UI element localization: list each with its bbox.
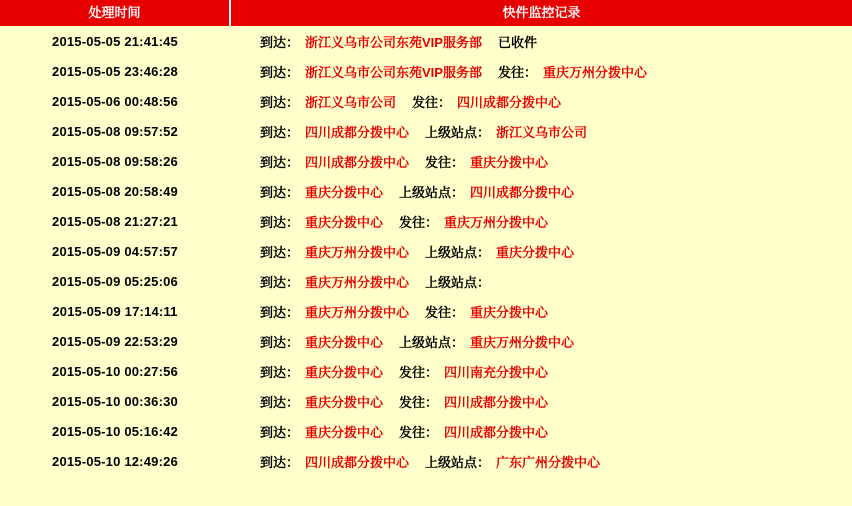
cell-processing-time: 2015-05-06 00:48:56	[0, 86, 230, 116]
table-filler-row	[0, 476, 852, 506]
cell-processing-time: 2015-05-05 21:41:45	[0, 26, 230, 56]
record-label-arrival: 到达：	[260, 124, 300, 140]
record-location-arrival: 四川成都分拨中心	[305, 454, 410, 470]
record-label-secondary: 已收件	[497, 34, 537, 50]
record-location-arrival: 四川成都分拨中心	[305, 124, 410, 140]
record-label-secondary: 发往：	[425, 154, 465, 170]
record-label-arrival: 到达：	[260, 304, 300, 320]
record-label-arrival: 到达：	[260, 394, 300, 410]
cell-tracking-record	[230, 266, 852, 296]
cell-tracking-record	[230, 296, 852, 326]
record-location-arrival: 浙江义乌市公司	[305, 94, 397, 110]
record-location-secondary: 浙江义乌市公司	[496, 124, 588, 140]
table-row	[0, 416, 852, 446]
record-label-arrival: 到达：	[260, 94, 300, 110]
record-location-secondary: 重庆分拨中心	[470, 304, 549, 320]
column-header-record: 快件监控记录	[230, 0, 852, 26]
cell-tracking-record	[230, 56, 852, 86]
column-header-time: 处理时间	[0, 0, 230, 26]
table-row	[0, 236, 852, 266]
cell-tracking-record	[230, 236, 852, 266]
cell-tracking-record	[230, 416, 852, 446]
record-label-secondary: 发往：	[412, 94, 452, 110]
record-label-arrival: 到达：	[260, 454, 300, 470]
record-location-secondary: 广东广州分拨中心	[496, 454, 601, 470]
cell-processing-time: 2015-05-10 05:16:42	[0, 416, 230, 446]
cell-tracking-record	[230, 116, 852, 146]
record-label-arrival: 到达：	[260, 364, 300, 380]
record-label-secondary: 发往：	[425, 304, 465, 320]
table-header	[0, 0, 852, 26]
record-label-arrival: 到达：	[260, 34, 300, 50]
record-location-arrival: 四川成都分拨中心	[305, 154, 410, 170]
record-label-arrival: 到达：	[260, 244, 300, 260]
record-label-secondary: 发往：	[399, 364, 439, 380]
record-location-secondary: 重庆万州分拨中心	[543, 64, 648, 80]
table-row	[0, 176, 852, 206]
record-location-secondary: 重庆万州分拨中心	[470, 334, 575, 350]
record-label-arrival: 到达：	[260, 214, 300, 230]
table-row	[0, 386, 852, 416]
record-location-secondary: 四川成都分拨中心	[444, 394, 549, 410]
record-location-arrival: 重庆分拨中心	[305, 334, 384, 350]
cell-processing-time: 2015-05-10 12:49:26	[0, 446, 230, 476]
cell-tracking-record	[230, 356, 852, 386]
cell-tracking-record	[230, 386, 852, 416]
table-header-row	[0, 0, 852, 26]
filler-cell	[230, 476, 852, 506]
cell-processing-time: 2015-05-08 09:57:52	[0, 116, 230, 146]
cell-tracking-record	[230, 26, 852, 56]
table-row	[0, 206, 852, 236]
table-row	[0, 266, 852, 296]
record-label-secondary: 发往：	[399, 394, 439, 410]
record-location-arrival: 浙江义乌市公司东苑VIP服务部	[305, 34, 482, 50]
record-label-secondary: 上级站点：	[425, 274, 491, 290]
record-location-arrival: 重庆分拨中心	[305, 364, 384, 380]
table-row	[0, 56, 852, 86]
cell-processing-time: 2015-05-09 05:25:06	[0, 266, 230, 296]
record-location-arrival: 重庆分拨中心	[305, 184, 384, 200]
record-location-arrival: 重庆分拨中心	[305, 214, 384, 230]
table-row	[0, 296, 852, 326]
record-label-arrival: 到达：	[260, 64, 300, 80]
record-location-secondary: 四川成都分拨中心	[470, 184, 575, 200]
filler-cell	[0, 476, 230, 506]
table-row	[0, 356, 852, 386]
record-label-secondary: 上级站点：	[425, 124, 491, 140]
record-label-secondary: 发往：	[399, 424, 439, 440]
record-label-arrival: 到达：	[260, 334, 300, 350]
record-location-arrival: 重庆万州分拨中心	[305, 304, 410, 320]
cell-tracking-record	[230, 446, 852, 476]
cell-processing-time: 2015-05-08 21:27:21	[0, 206, 230, 236]
table-row	[0, 326, 852, 356]
record-label-secondary: 上级站点：	[425, 454, 491, 470]
record-location-arrival: 浙江义乌市公司东苑VIP服务部	[305, 64, 482, 80]
cell-processing-time: 2015-05-08 09:58:26	[0, 146, 230, 176]
record-label-secondary: 发往：	[497, 64, 537, 80]
cell-tracking-record	[230, 176, 852, 206]
record-label-arrival: 到达：	[260, 424, 300, 440]
table-row	[0, 446, 852, 476]
record-location-secondary: 四川成都分拨中心	[444, 424, 549, 440]
record-location-secondary: 重庆分拨中心	[470, 154, 549, 170]
record-label-arrival: 到达：	[260, 274, 300, 290]
record-location-secondary: 四川成都分拨中心	[457, 94, 562, 110]
table-row	[0, 116, 852, 146]
cell-processing-time: 2015-05-09 17:14:11	[0, 296, 230, 326]
record-location-secondary: 重庆分拨中心	[496, 244, 575, 260]
record-location-arrival: 重庆万州分拨中心	[305, 244, 410, 260]
record-label-secondary: 上级站点：	[399, 184, 465, 200]
cell-processing-time: 2015-05-09 04:57:57	[0, 236, 230, 266]
cell-tracking-record	[230, 326, 852, 356]
record-location-secondary: 四川南充分拨中心	[444, 364, 549, 380]
cell-tracking-record	[230, 146, 852, 176]
cell-processing-time: 2015-05-08 20:58:49	[0, 176, 230, 206]
cell-tracking-record	[230, 206, 852, 236]
cell-processing-time: 2015-05-09 22:53:29	[0, 326, 230, 356]
record-label-secondary: 发往：	[399, 214, 439, 230]
record-location-arrival: 重庆万州分拨中心	[305, 274, 410, 290]
table-row	[0, 146, 852, 176]
cell-tracking-record	[230, 86, 852, 116]
record-label-arrival: 到达：	[260, 184, 300, 200]
record-label-arrival: 到达：	[260, 154, 300, 170]
table-row	[0, 26, 852, 56]
record-location-secondary: 重庆万州分拨中心	[444, 214, 549, 230]
cell-processing-time: 2015-05-05 23:46:28	[0, 56, 230, 86]
cell-processing-time: 2015-05-10 00:27:56	[0, 356, 230, 386]
record-label-secondary: 上级站点：	[425, 244, 491, 260]
cell-processing-time: 2015-05-10 00:36:30	[0, 386, 230, 416]
record-label-secondary: 上级站点：	[399, 334, 465, 350]
table-body	[0, 26, 852, 506]
record-location-arrival: 重庆分拨中心	[305, 424, 384, 440]
record-location-arrival: 重庆分拨中心	[305, 394, 384, 410]
table-row	[0, 86, 852, 116]
